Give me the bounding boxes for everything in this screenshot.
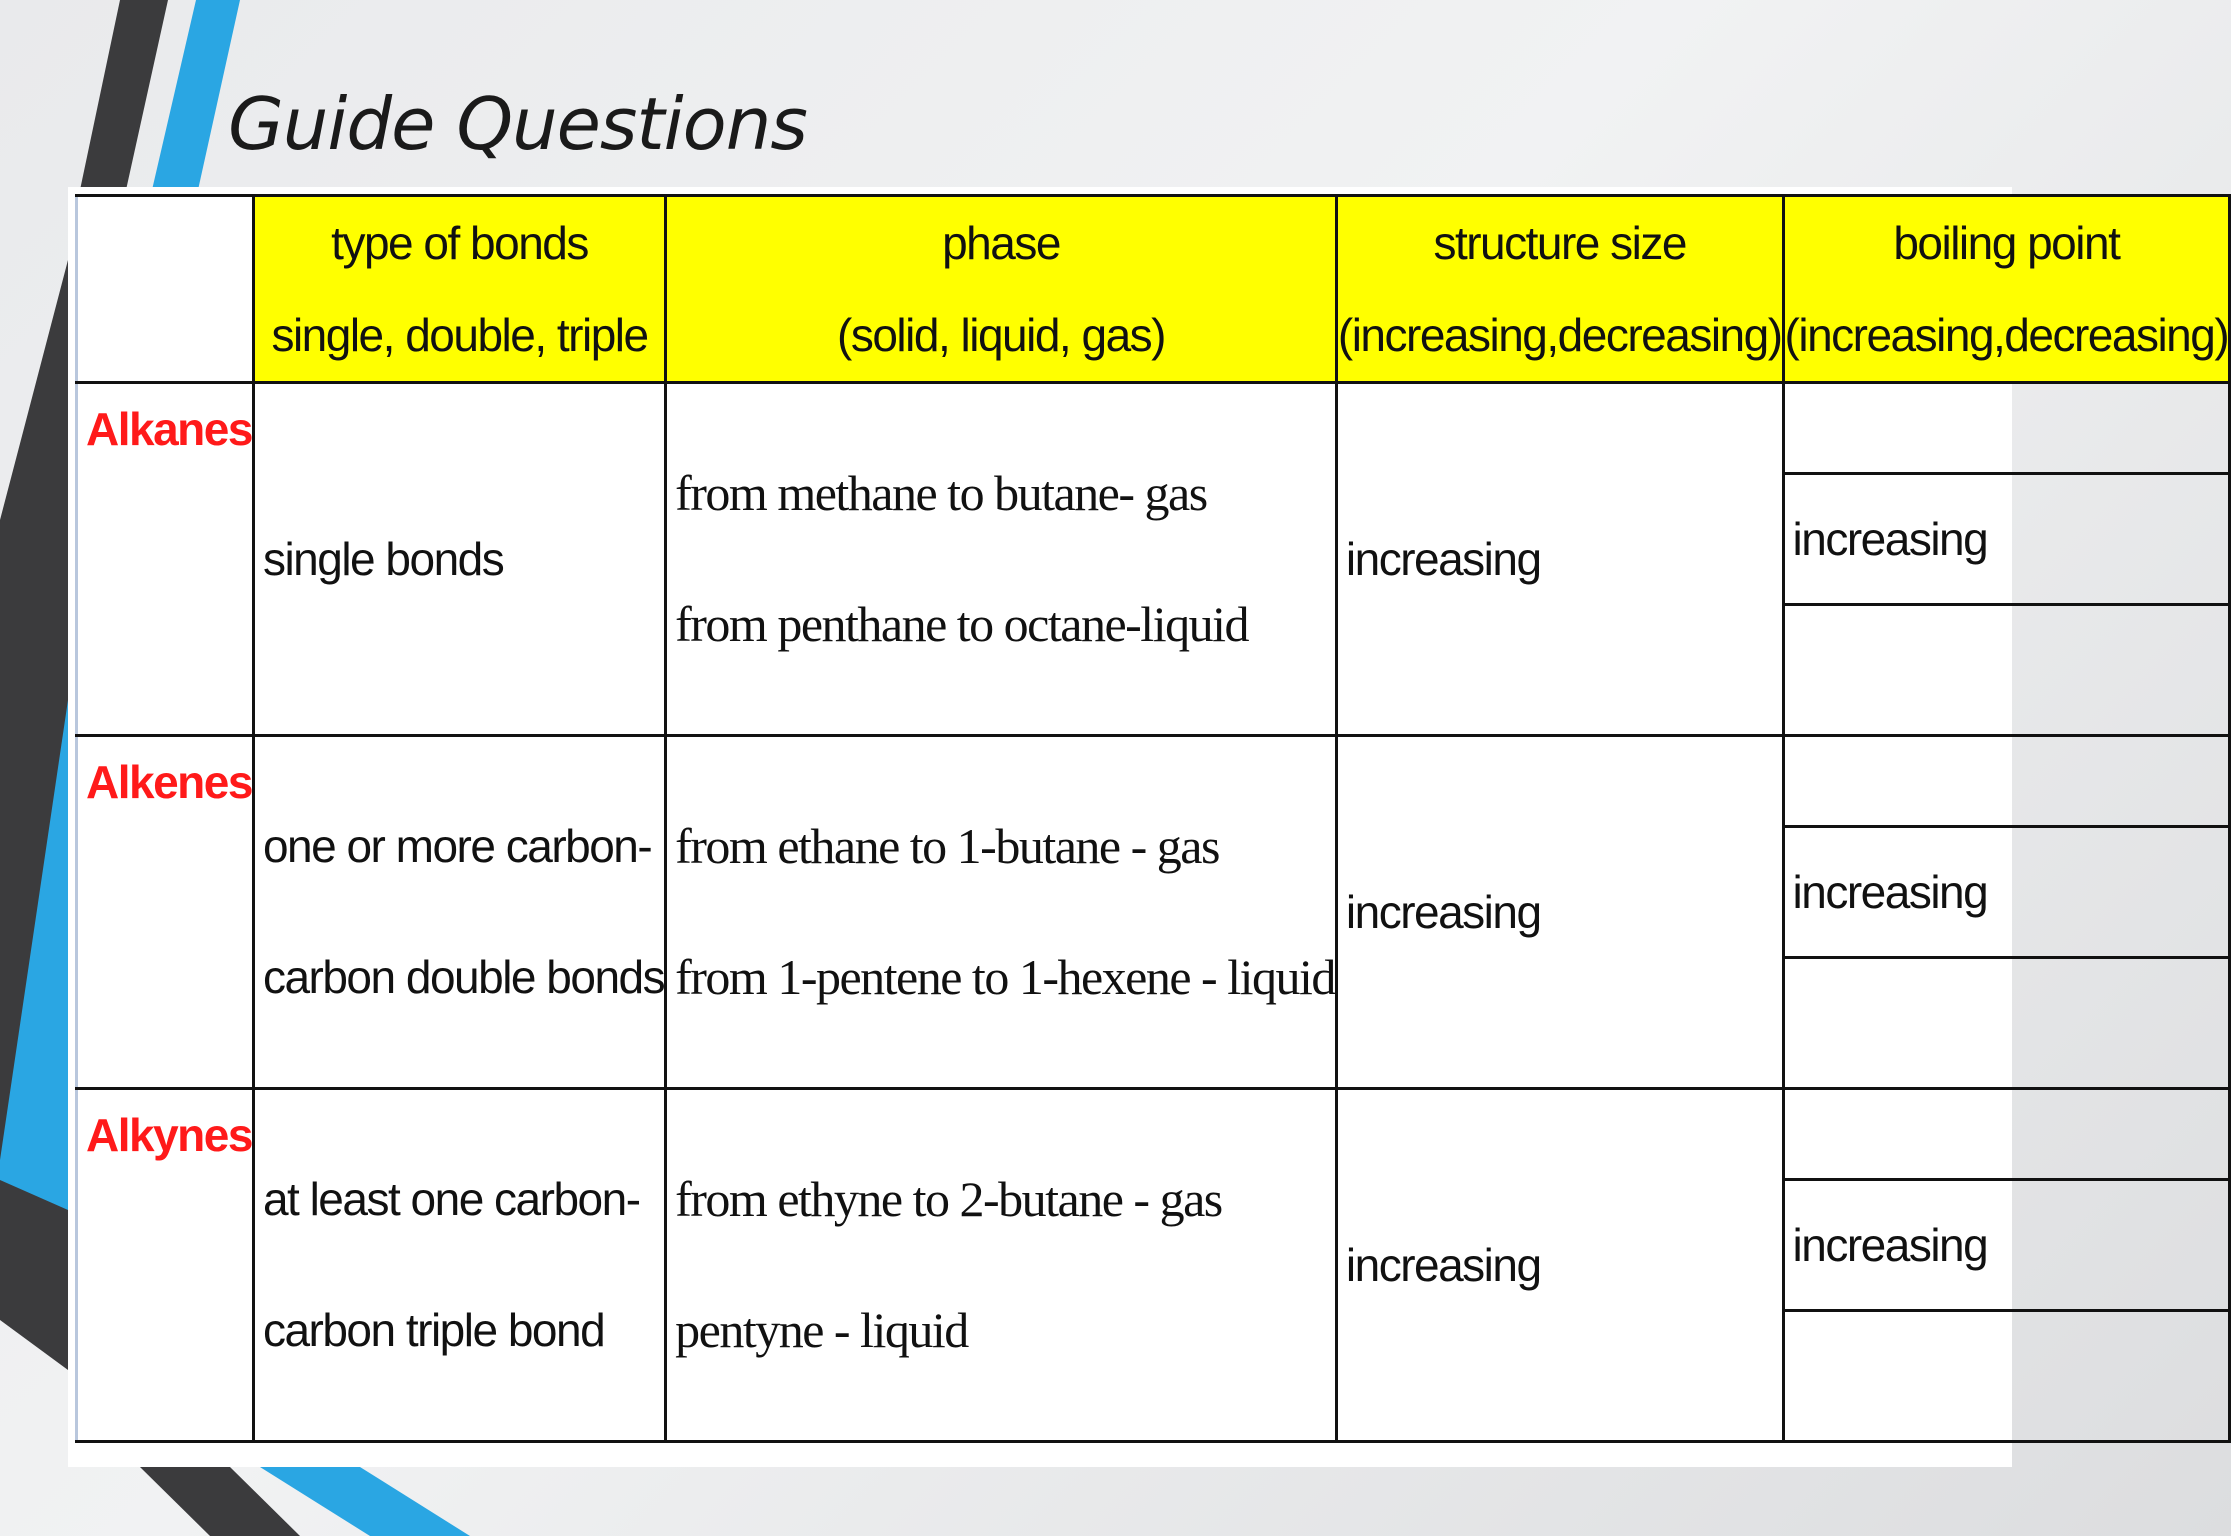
cell-boiling-point: increasing [1783,1180,2230,1311]
blue-stripe-top [152,0,240,190]
cell-bonds: one or more carbon- carbon double bonds [253,736,665,1089]
table-row [77,1089,2230,1180]
row-label-alkenes: Alkenes [77,736,254,1089]
cell-bonds: at least one carbon- carbon triple bond [253,1089,665,1442]
table-row [77,383,2230,474]
header-type-of-bonds: type of bonds single, double, triple [253,196,665,383]
table-row [77,736,2230,827]
dark-stripe-foot [140,1467,300,1536]
cell-structure-size: increasing [1336,383,1783,736]
cell-boiling-point: increasing [1783,474,2230,605]
dark-stripe-bottom [0,1180,68,1370]
corner-cell [77,196,254,383]
header-row [77,196,2230,383]
row-label-alkanes: Alkanes [77,383,254,736]
slide-title: Guide Questions [228,82,807,166]
cell-structure-size: increasing [1336,1089,1783,1442]
header-phase: phase (solid, liquid, gas) [666,196,1337,383]
cell-structure-size: increasing [1336,736,1783,1089]
cell-boiling-bottom [1783,605,2230,736]
cell-boiling-top [1783,736,2230,827]
cell-phase: from methane to butane- gas from penthane to octane-liquid [666,383,1337,736]
cell-boiling-point: increasing [1783,827,2230,958]
dark-stripe-top [80,0,168,190]
comparison-table [75,194,2231,1443]
header-boiling-point: boiling point (increasing,decreasing) [1783,196,2230,383]
cell-boiling-bottom [1783,1311,2230,1442]
cell-boiling-top [1783,1089,2230,1180]
blue-stripe-foot [260,1467,470,1536]
cell-boiling-bottom [1783,958,2230,1089]
cell-phase: from ethane to 1-butane - gas from 1-pentene to 1-hexene - liquid [666,736,1337,1089]
header-structure-size: structure size (increasing,decreasing) [1336,196,1783,383]
row-label-alkynes: Alkynes [77,1089,254,1442]
cell-bonds: single bonds [253,383,665,736]
cell-boiling-top [1783,383,2230,474]
cell-phase: from ethyne to 2-butane - gas pentyne - liquid [666,1089,1337,1442]
